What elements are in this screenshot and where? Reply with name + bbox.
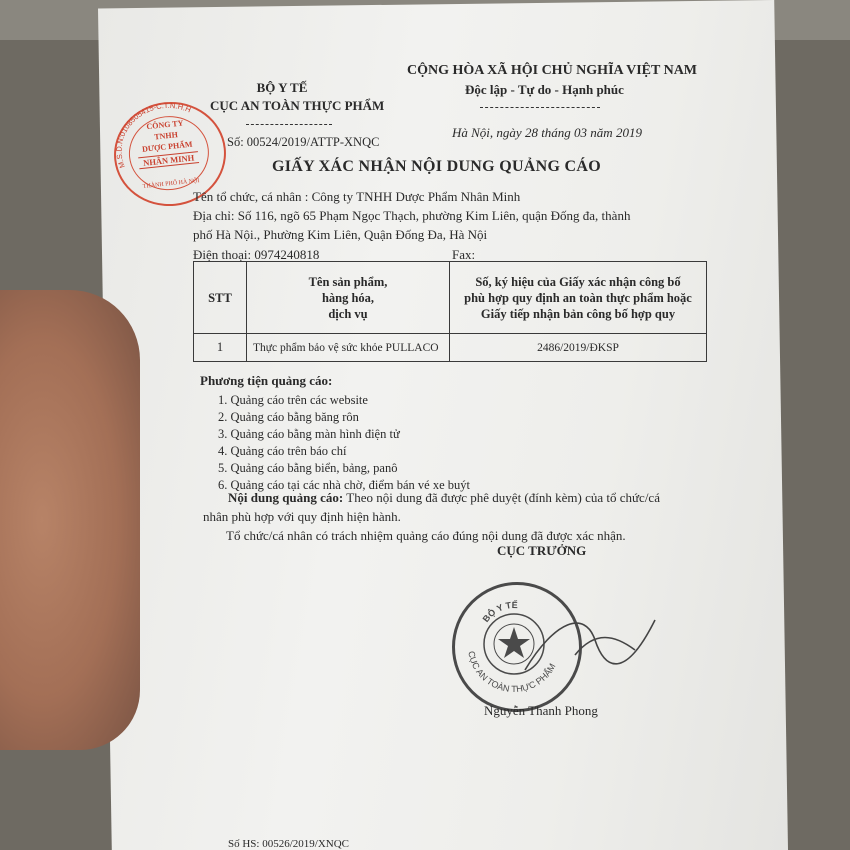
department-name: CỤC AN TOÀN THỰC PHẨM — [210, 98, 385, 113]
national-motto: Độc lập - Tự do - Hạnh phúc — [465, 82, 624, 97]
product-table — [193, 261, 707, 362]
ministry-name: BỘ Y TẾ — [256, 80, 308, 95]
content-line-2: nhân phù hợp với quy định hiện hành. — [203, 509, 401, 524]
row-product: Thực phẩm bảo vệ sức khỏe PULLACO — [247, 334, 450, 362]
content-line-1 — [228, 490, 660, 506]
list-item: 4. Quảng cáo trên báo chí — [218, 444, 347, 458]
stamp-outer-text: M.S.D.N:0108505415-C.T.N.H.H — [114, 100, 193, 170]
media-list — [218, 392, 470, 494]
media-heading: Phương tiện quảng cáo: — [200, 373, 333, 388]
stamp-line-1: CÔNG TY — [146, 118, 184, 132]
row-certificate: 2486/2019/ĐKSP — [450, 334, 707, 362]
document-title: GIẤY XÁC NHẬN NỘI DUNG QUẢNG CÁO — [272, 158, 602, 175]
header-product: Tên sản phẩm, hàng hóa, dịch vụ — [247, 262, 450, 334]
country-name: CỘNG HÒA XÃ HỘI CHỦ NGHĨA VIỆT NAM — [407, 63, 698, 78]
applicant-fax: Fax: — [452, 247, 476, 262]
content-text-1: Theo nội dung đã được phê duyệt (đính kèm) của tổ chức/cá — [343, 490, 660, 505]
table-row — [194, 334, 707, 362]
applicant-phone: Điện thoại: 0974240818 — [193, 247, 320, 262]
header-stt: STT — [194, 262, 247, 334]
list-item: 1. Quảng cáo trên các website — [218, 393, 368, 407]
stamp-line-3: DƯỢC PHẨM — [141, 139, 193, 154]
list-item: 5. Quảng cáo bằng biển, bảng, panô — [218, 461, 398, 475]
seal-bottom-text: CỤC AN TOÀN THỰC PHẨM — [466, 650, 558, 695]
list-item: 3. Quảng cáo bằng màn hình điện tử — [218, 427, 400, 441]
applicant-name: Tên tổ chức, cá nhân : Công ty TNHH Dược Phẩm Nhân Minh — [193, 189, 521, 204]
header-certificate: Số, ký hiệu của Giấy xác nhận công bố phù hợp quy định an toàn thực phẩm hoặc Giấy tiếp nhận bản công bố hợp quy — [450, 262, 707, 334]
svg-text:BỘ Y TẾ — [481, 600, 518, 624]
stamp-line-2: TNHH — [153, 130, 179, 142]
signatory-name: Nguyễn Thanh Phong — [484, 703, 598, 718]
document-number: Số: 00524/2019/ATTP-XNQC — [227, 135, 380, 149]
header-divider-left — [246, 124, 332, 125]
responsibility-text: Tổ chức/cá nhân có trách nhiệm quảng cáo đúng nội dung đã được xác nhận. — [226, 528, 626, 543]
issue-date: Hà Nội, ngày 28 tháng 03 năm 2019 — [452, 125, 642, 140]
stamp-bottom-text: THÀNH PHỐ HÀ NỘI — [142, 178, 200, 190]
row-stt: 1 — [194, 334, 247, 362]
hand — [0, 290, 140, 750]
footer-hs-number: Số HS: 00526/2019/XNQC — [228, 838, 350, 850]
list-item: 6. Quảng cáo tại các nhà chờ, điểm bán vé xe buýt — [218, 478, 471, 492]
list-item: 2. Quảng cáo bằng băng rôn — [218, 410, 359, 424]
seal-top-text: BỘ Y TẾ — [480, 599, 518, 624]
content-label: Nội dung quảng cáo: — [228, 490, 344, 505]
table-header-row — [194, 262, 707, 334]
signatory-title: CỤC TRƯỞNG — [497, 543, 587, 558]
applicant-address-2: phố Hà Nội., Phường Kim Liên, Quận Đống Đa, Hà Nội — [193, 227, 488, 242]
header-divider-right — [480, 107, 600, 108]
stamp-line-4: NHÂN MINH — [138, 151, 199, 169]
handwritten-signature — [515, 600, 665, 690]
applicant-address-1: Địa chỉ: Số 116, ngõ 65 Phạm Ngọc Thạch, phường Kim Liên, quận Đống đa, thành — [193, 208, 631, 223]
